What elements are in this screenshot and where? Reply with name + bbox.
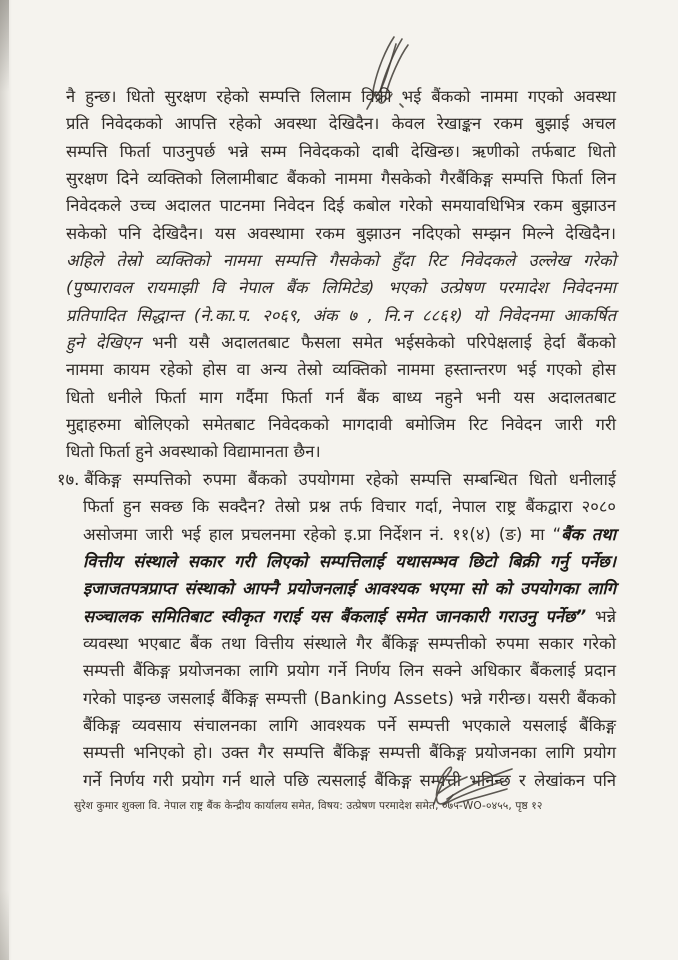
text-line bbox=[66, 657, 616, 684]
text-line bbox=[66, 548, 616, 575]
text-line bbox=[66, 384, 616, 411]
text-segment: धितो धनीले फिर्ता माग गर्दैमा फिर्ता गर्न बैंक बाध्य नहुने भनी यस अदालतबाट bbox=[66, 387, 616, 407]
text-segment: मुद्दाहरुमा बोलिएको समेतबाट निवेदकको मागदावी बमोजिम रिट निवेदन जारी गरी bbox=[66, 415, 616, 435]
quoted-text-segment: प्रतिपादित सिद्धान्त (ने.का.प. २०६९, अंक ७ , नि.न ८८६१) यो निवेदनमा आकर्षित bbox=[66, 305, 616, 325]
text-line bbox=[66, 575, 616, 602]
paragraph-number: १७. bbox=[57, 469, 80, 489]
text-segment: नाममा कायम रहेको होस वा अन्य तेस्रो व्यक्तिको नाममा हस्तान्तरण भई गएको होस bbox=[66, 360, 616, 380]
text-line bbox=[66, 138, 616, 165]
text-line bbox=[66, 438, 616, 465]
text-segment: असोजमा जारी भई हाल प्रचलनमा रहेको इ.प्रा निर्देशन नं. ११(४) (ङ) मा “ bbox=[83, 524, 562, 544]
scan-corner-smudge-top bbox=[0, 0, 9, 92]
quoted-text-segment: हुने देखिएन bbox=[66, 333, 141, 353]
text-line bbox=[66, 739, 616, 766]
text-line bbox=[66, 521, 616, 548]
text-segment: निवेदकले उच्च अदालत पाटनमा निवेदन दिई कबोल गरेको समयावधिभित्र रकम बुझाउन bbox=[66, 196, 616, 216]
text-segment: सम्पत्ति फिर्ता पाउनुपर्छ भन्ने सम्म निवेदकको दाबी देखिन्छ। ऋणीको तर्फबाट धितो bbox=[66, 141, 616, 161]
text-line bbox=[66, 603, 616, 630]
text-segment: नै हुन्छ। धितो सुरक्षण रहेको सम्पत्ति लिलाम विक्री भई बैंकको नाममा गएको अवस्था bbox=[66, 87, 616, 106]
scan-edge-shadow bbox=[0, 0, 12, 960]
text-line bbox=[66, 302, 616, 329]
text-segment: बैंकिङ्ग सम्पत्तिको रुपमा बैंकको उपयोगमा रहेको सम्पत्ति सम्बन्धित धितो धनीलाई bbox=[84, 469, 616, 489]
text-line bbox=[66, 165, 616, 192]
text-line bbox=[66, 274, 616, 301]
text-line bbox=[66, 83, 616, 110]
text-line bbox=[66, 110, 616, 137]
footer-citation: सुरेश कुमार शुक्ला वि. नेपाल राष्ट्र बैंक केन्द्रीय कार्यालय समेत, विषय: उत्प्रेषण परमादेश समेत, ०७५-WO-०४५५, पृष्ठ १२ bbox=[74, 800, 543, 812]
text-segment: व्यवस्था भएबाट बैंक तथा वित्तीय संस्थाले गैर बैंकिङ्ग सम्पत्तीको रुपमा सकार गरेको bbox=[83, 633, 616, 653]
quoted-text-segment: सञ्चालक समितिबाट स्वीकृत गराई यस बैंकलाई समेत जानकारी गराउनु पर्नेछ” bbox=[83, 606, 587, 626]
text-segment: धितो फिर्ता हुने अवस्थाको विद्यामानता छैन। bbox=[66, 442, 321, 462]
text-line bbox=[57, 466, 616, 493]
text-segment: सुरक्षण दिने व्यक्तिको लिलामीबाट बैंकको नाममा गैसकेको गैरबैंकिङ्ग सम्पत्ति फिर्ता लिन bbox=[66, 169, 616, 189]
document-body bbox=[57, 83, 617, 794]
text-line bbox=[66, 411, 616, 438]
text-line bbox=[66, 767, 616, 794]
text-line bbox=[66, 630, 616, 657]
text-segment: सकेको पनि देखिदैन। यस अवस्थामा रकम बुझाउन नदिएको सम्झन मिल्ने देखिदैन। bbox=[66, 223, 616, 243]
text-line bbox=[66, 247, 616, 274]
quoted-text-segment: बैंक तथा bbox=[561, 524, 617, 544]
text-segment: भन्ने bbox=[586, 606, 616, 626]
text-line bbox=[66, 685, 616, 712]
text-segment: गरेको पाइन्छ जसलाई बैंकिङ्ग सम्पत्ती (Banking Assets) भन्ने गरीन्छ। यसरी बैंकको bbox=[83, 688, 616, 708]
quoted-text-segment: इजाजतपत्रप्राप्त संस्थाको आफ्नै प्रयोजनलाई आवश्यक भएमा सो को उपयोगका लागि bbox=[83, 579, 616, 599]
scan-corner-smudge-bottom bbox=[0, 890, 9, 960]
quoted-text-segment: अहिले तेस्रो व्यक्तिको नाममा सम्पत्ति गैसकेको हुँदा रिट निवेदकले उल्लेख गरेको bbox=[66, 251, 616, 271]
text-segment: भनी यसै अदालतबाट फैसला समेत भईसकेको परिपेक्षलाई हेर्दा बैंकको bbox=[140, 333, 616, 353]
text-line bbox=[66, 356, 616, 383]
text-line bbox=[66, 493, 616, 520]
text-segment: सम्पत्ती भनिएको हो। उक्त गैर सम्पत्ति बैंकिङ्ग सम्पत्ती बैंकिङ्ग प्रयोजनका लागि प्रयोग bbox=[83, 743, 616, 763]
quoted-text-segment: (पुष्पारावल रायमाझी वि नेपाल बैंक लिमिटेड) भएको उत्प्रेषण परमादेश निवेदनमा bbox=[66, 278, 616, 298]
text-segment: गर्ने निर्णय गरी प्रयोग गर्न थाले पछि त्यसलाई बैंकिङ्ग सम्पत्ती भनिन्छ र लेखांकन पनि bbox=[83, 770, 616, 790]
text-segment: प्रति निवेदकको आपत्ति रहेको अवस्था देखिदैन। केवल रेखाङ्कन रकम बुझाई अचल bbox=[66, 114, 616, 134]
text-line bbox=[66, 712, 616, 739]
quoted-text-segment: वित्तीय संस्थाले सकार गरी लिएको सम्पत्तिलाई यथासम्भव छिटो बिक्री गर्नु पर्नेछ। bbox=[83, 551, 616, 571]
text-line bbox=[66, 192, 616, 219]
text-line bbox=[66, 329, 616, 356]
text-line bbox=[66, 220, 616, 247]
text-segment: सम्पत्ती बैंकिङ्ग प्रयोजनका लागि प्रयोग गर्ने निर्णय लिन सक्ने अधिकार बैंकलाई प्रदान bbox=[83, 661, 616, 681]
text-segment: बैंकिङ्ग व्यवसाय संचालनका लागि आवश्यक पर्ने सम्पत्ती भएकाले यसलाई बैंकिङ्ग bbox=[83, 715, 616, 735]
text-segment: फिर्ता हुन सक्छ कि सक्दैन? तेस्रो प्रश्न तर्फ विचार गर्दा, नेपाल राष्ट्र बैंकद्वारा २०८० bbox=[83, 497, 616, 517]
